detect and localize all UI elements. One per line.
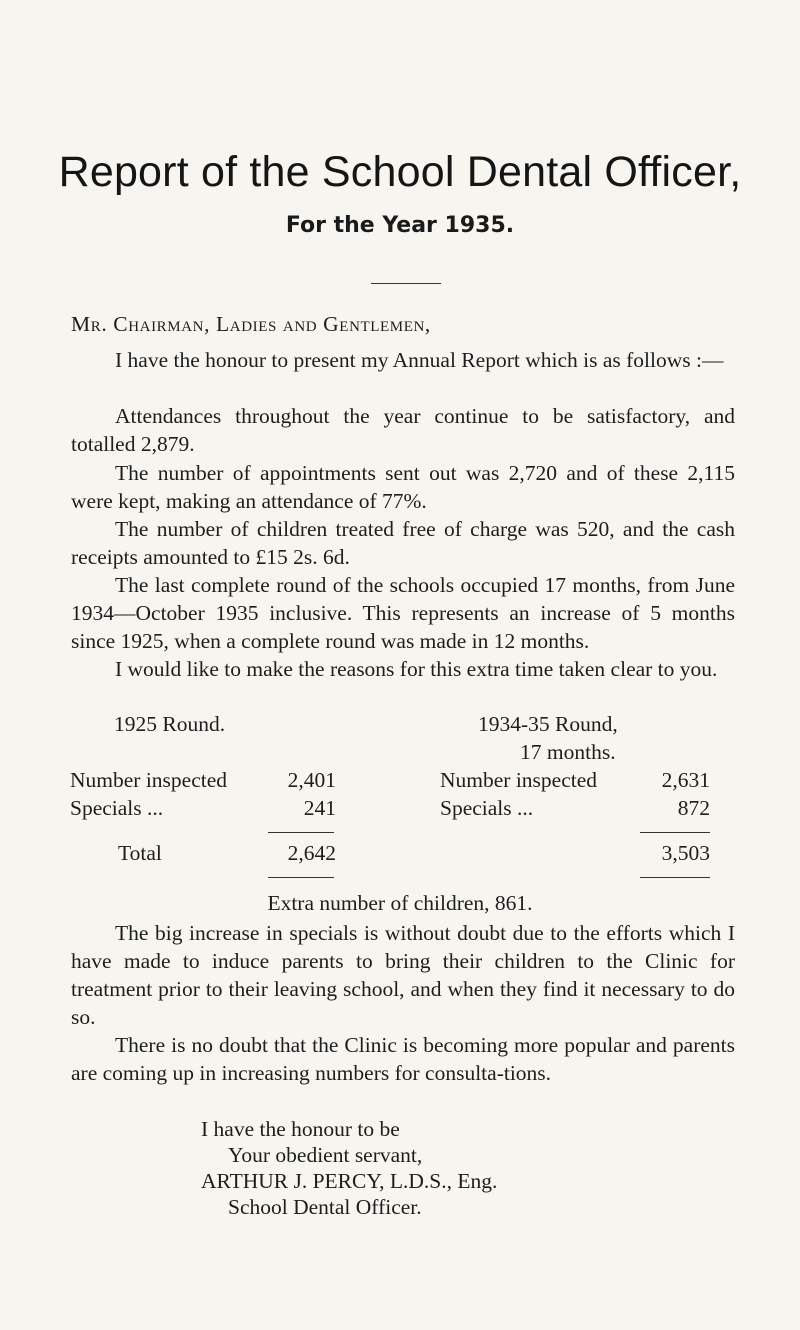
- subtotal-rule-right: [640, 832, 710, 833]
- right-row-label: Number inspected: [440, 768, 598, 792]
- paragraph-complete-round: The last complete round of the schools occupied 17 months, from June 1934—October 1935 inclusive. This represents an increase of 5 months since 1925, when a complete round was made in 12 months.: [71, 573, 735, 653]
- paragraph-attendances: Attendances throughout the year continue to be satisfactory, and totalled 2,879.: [71, 404, 735, 456]
- total-label: Total: [118, 841, 162, 865]
- total-rule-left: [268, 877, 334, 878]
- right-row-value: 872: [677, 796, 710, 820]
- right-row-value: 2,631: [661, 768, 710, 792]
- left-row-label: Number inspected: [70, 768, 228, 792]
- salutation: Mr. Chairman, Ladies and Gentlemen,: [71, 312, 431, 336]
- right-heading-sub: 17 months.: [520, 740, 616, 764]
- paragraph-appointments: The number of appointments sent out was 2,720 and of these 2,115 were kept, making an attendance of 77%.: [71, 461, 735, 513]
- decorative-rule: [371, 283, 441, 284]
- subtotal-rule-left: [268, 832, 334, 833]
- signature-name: ARTHUR J. PERCY, L.D.S., Eng.: [201, 1169, 498, 1193]
- signature-line: I have the honour to be: [201, 1117, 400, 1141]
- signature-line: Your obedient servant,: [228, 1143, 423, 1167]
- left-total-value: 2,642: [287, 841, 336, 865]
- paragraph-clinic-popular: There is no doubt that the Clinic is becoming more popular and parents are coming up in increasing numbers for consulta-tions.: [71, 1033, 735, 1085]
- right-heading: 1934-35 Round,: [478, 712, 618, 736]
- right-row-label: Specials ...: [440, 796, 534, 820]
- right-total-value: 3,503: [661, 841, 710, 865]
- total-rule-right: [640, 877, 710, 878]
- left-row-value: 241: [303, 796, 336, 820]
- extra-children-line: Extra number of children, 861.: [267, 891, 533, 915]
- paragraph-intro: I have the honour to present my Annual Report which is as follows :—: [115, 348, 724, 372]
- paragraph-specials-increase: The big increase in specials is without doubt due to the efforts which I have made to induce parents to bring their children to the Clinic for treatment prior to their leaving school, and when they find it necessary to do so.: [71, 921, 735, 1029]
- paragraph-reasons: I would like to make the reasons for this extra time taken clear to you.: [115, 657, 718, 681]
- left-heading: 1925 Round.: [114, 712, 226, 736]
- page-title: Report of the School Dental Officer,: [58, 148, 742, 196]
- page-subtitle: For the Year 1935.: [285, 213, 515, 238]
- left-row-value: 2,401: [287, 768, 336, 792]
- left-row-label: Specials ...: [70, 796, 164, 820]
- paragraph-free-treatment: The number of children treated free of charge was 520, and the cash receipts amounted to £15 2s. 6d.: [71, 517, 735, 569]
- signature-title: School Dental Officer.: [228, 1195, 422, 1219]
